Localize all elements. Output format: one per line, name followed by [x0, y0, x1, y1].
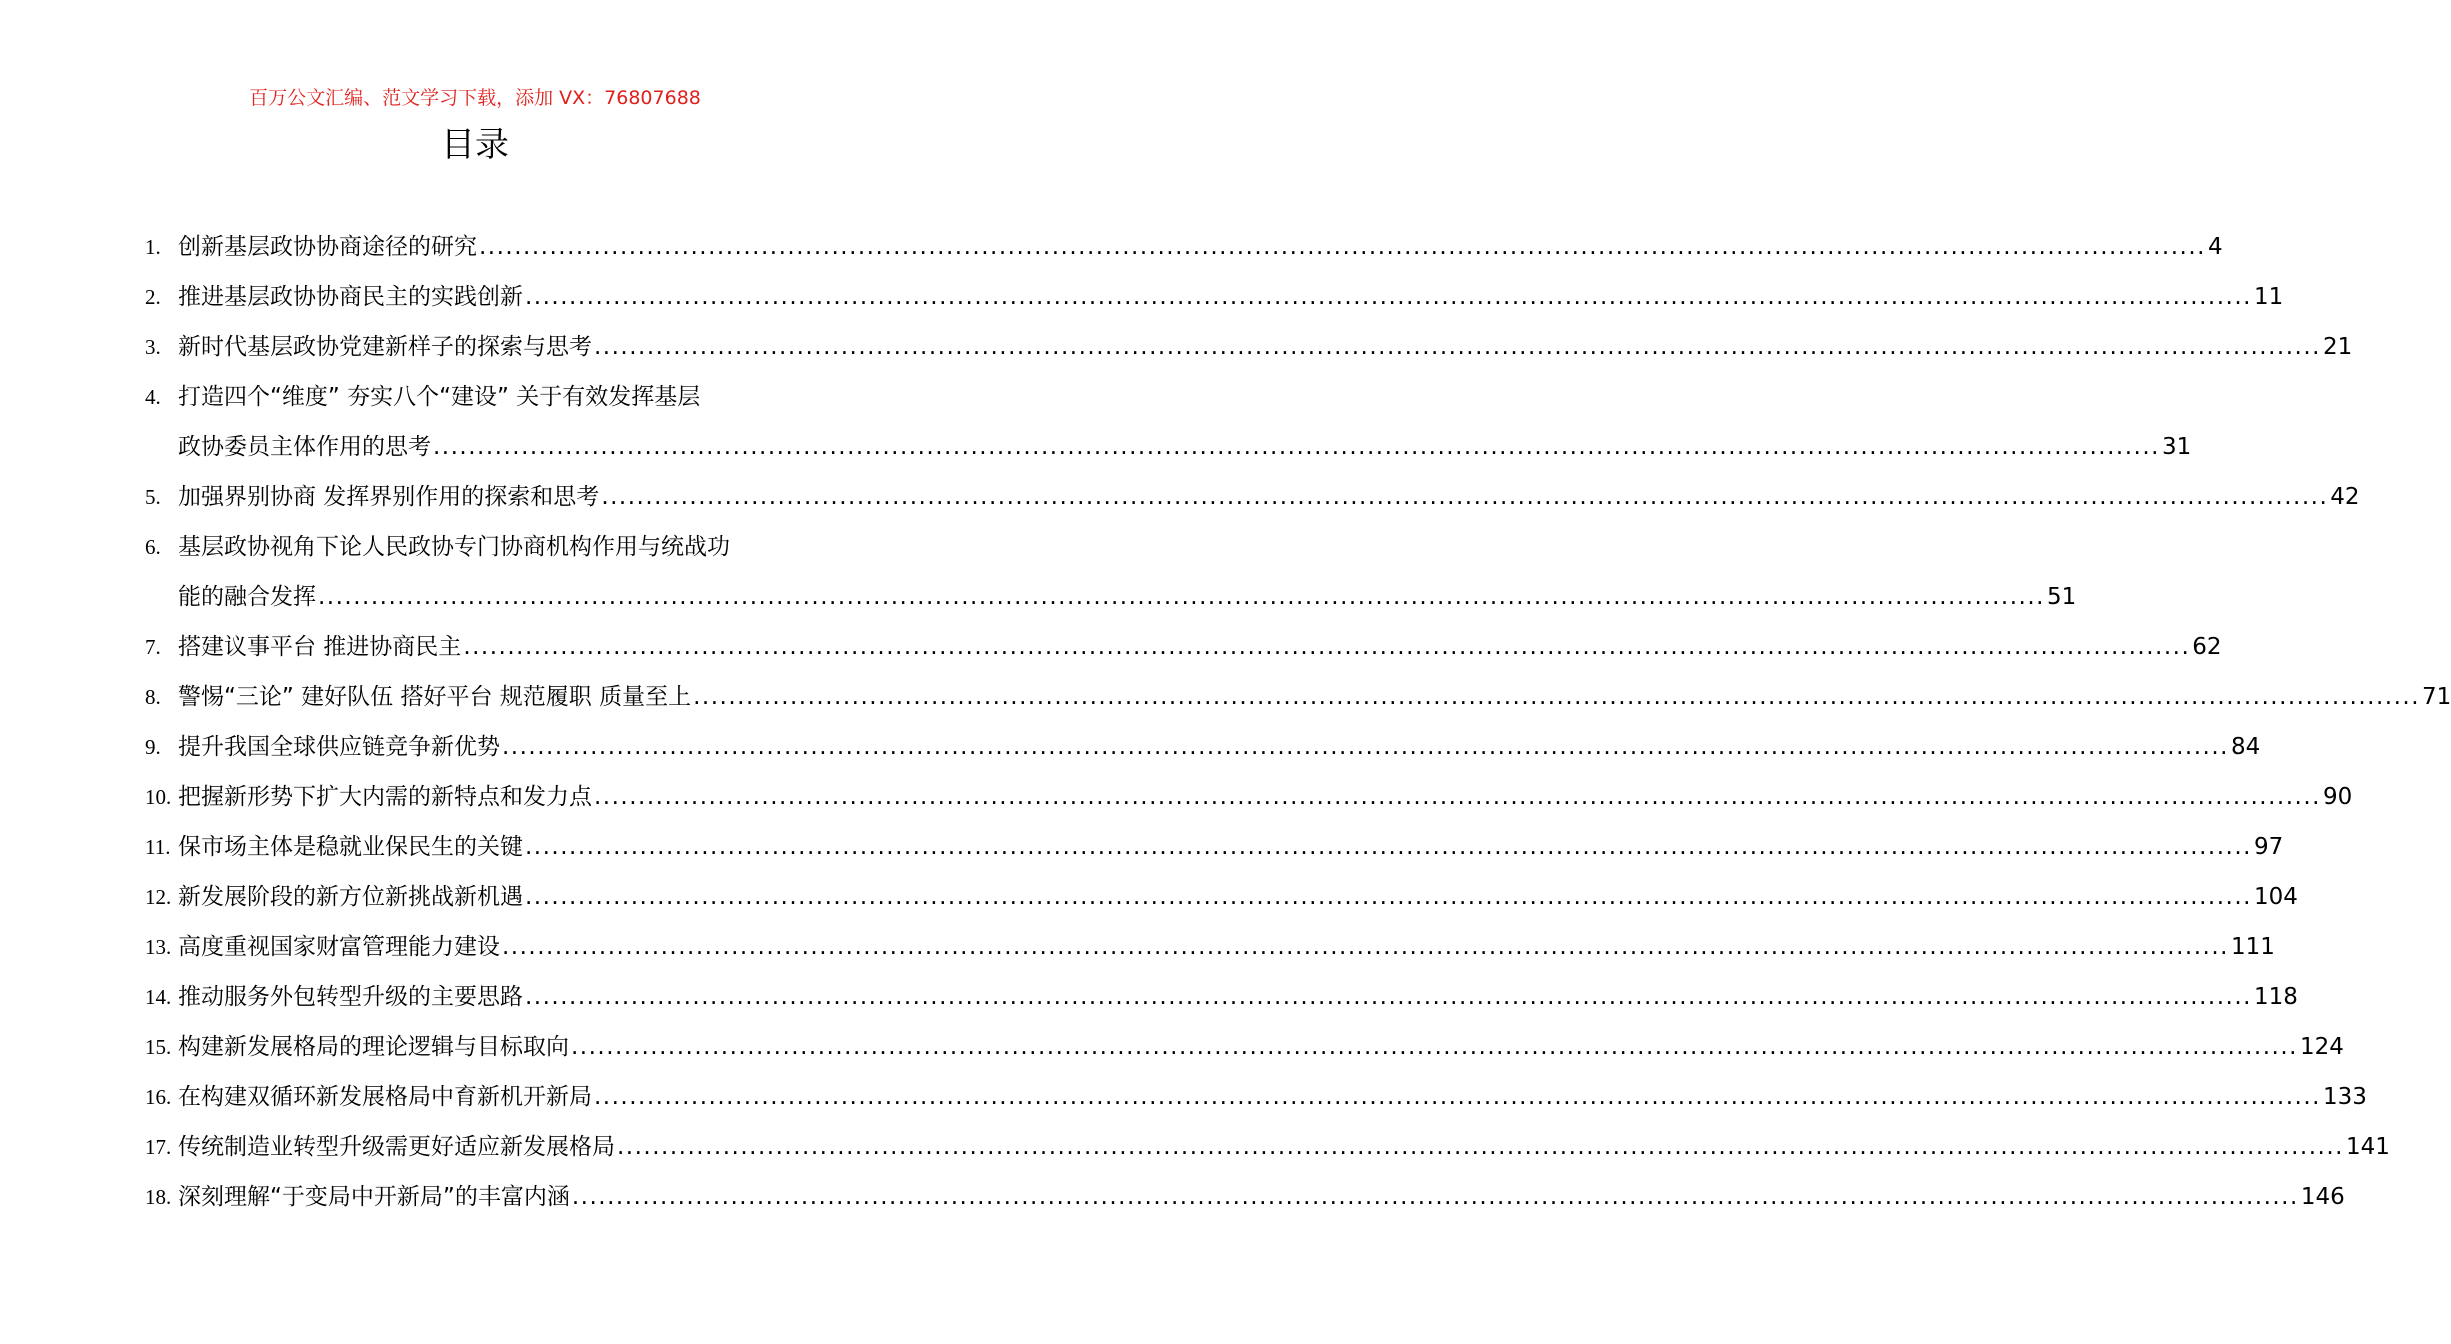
toc-entry-title: 打造四个“维度” 夯实八个“建设” 关于有效发挥基层 — [178, 384, 701, 410]
toc-dot-leader — [525, 872, 2252, 922]
toc-entry-page: 97 — [2253, 834, 2284, 860]
toc-entry-page: 141 — [2345, 1134, 2390, 1160]
toc-entry-number: 10. — [145, 785, 172, 809]
toc-entry-page: 104 — [2253, 884, 2298, 910]
toc-entry-page: 21 — [2322, 334, 2353, 360]
toc-entry[interactable] — [145, 772, 2353, 822]
toc-dot-leader — [463, 622, 2190, 672]
toc-entry-title: 政协委员主体作用的思考 — [178, 434, 431, 460]
toc-dot-leader — [693, 672, 2420, 722]
toc-entry[interactable] — [145, 672, 2451, 722]
toc-dot-leader — [318, 572, 2045, 622]
toc-dot-leader — [525, 272, 2252, 322]
toc-entry-page: 124 — [2299, 1034, 2344, 1060]
toc-entry[interactable] — [145, 1122, 2390, 1172]
toc-entry-page: 146 — [2300, 1184, 2345, 1210]
toc-entry-page: 11 — [2253, 284, 2284, 310]
toc-entry-number: 15. — [145, 1035, 172, 1059]
toc-entry-title: 把握新形势下扩大内需的新特点和发力点 — [178, 784, 592, 810]
toc-entry[interactable] — [145, 1022, 2344, 1072]
toc-dot-leader — [601, 472, 2328, 522]
toc-dot-leader — [502, 922, 2229, 972]
toc-dot-leader — [594, 772, 2321, 822]
toc-entry[interactable] — [145, 822, 2284, 872]
toc-entry[interactable] — [145, 622, 2222, 672]
toc-entry-number: 13. — [145, 935, 172, 959]
toc-entry-page: 4 — [2207, 234, 2223, 260]
toc-entry-title: 构建新发展格局的理论逻辑与目标取向 — [178, 1034, 569, 1060]
toc-entry-title: 推进基层政协协商民主的实践创新 — [178, 284, 523, 310]
toc-entry[interactable] — [145, 422, 2192, 472]
toc-entry[interactable] — [145, 972, 2298, 1022]
toc-entry[interactable] — [145, 272, 2284, 322]
toc-entry-title: 新时代基层政协党建新样子的探索与思考 — [178, 334, 592, 360]
toc-entry-title: 创新基层政协协商途径的研究 — [178, 234, 477, 260]
page-title: 目录 — [441, 125, 509, 165]
toc-entry-page: 111 — [2230, 934, 2275, 960]
toc-entry-number: 17. — [145, 1135, 172, 1159]
toc-entry-page: 133 — [2322, 1084, 2367, 1110]
toc-entry-title: 保市场主体是稳就业保民生的关键 — [178, 834, 523, 860]
toc-entry-title: 推动服务外包转型升级的主要思路 — [178, 984, 523, 1010]
toc-entry-title: 提升我国全球供应链竞争新优势 — [178, 734, 500, 760]
toc-entry[interactable] — [145, 522, 805, 572]
toc-entry-number: 8. — [145, 685, 161, 709]
toc-entry[interactable] — [145, 572, 2077, 622]
toc-dot-leader — [572, 1172, 2299, 1222]
toc-entry[interactable] — [145, 872, 2298, 922]
toc-entry-page: 71 — [2422, 684, 2451, 710]
toc-entry-number: 14. — [145, 985, 172, 1009]
toc-dot-leader — [594, 322, 2321, 372]
toc-entry-number: 2. — [145, 285, 161, 309]
toc-dot-leader — [525, 972, 2252, 1022]
toc-entry-number: 11. — [145, 835, 171, 859]
toc-entry[interactable] — [145, 922, 2275, 972]
toc-entry[interactable] — [145, 1072, 2367, 1122]
toc-entry-number: 9. — [145, 735, 161, 759]
toc-entry-title: 警惕“三论” 建好队伍 搭好平台 规范履职 质量至上 — [178, 684, 692, 710]
toc-entry[interactable] — [145, 372, 805, 422]
toc-entry[interactable] — [145, 1172, 2345, 1222]
toc-entry-title: 搭建议事平台 推进协商民主 — [178, 634, 462, 660]
toc-entry-page: 51 — [2046, 584, 2077, 610]
toc-dot-leader — [594, 1072, 2321, 1122]
toc-entry-number: 3. — [145, 335, 161, 359]
toc-entry-number: 18. — [145, 1185, 172, 1209]
toc-entry-number: 7. — [145, 635, 161, 659]
toc-dot-leader — [479, 222, 2206, 272]
toc-entry-page: 90 — [2322, 784, 2353, 810]
toc-dot-leader — [617, 1122, 2344, 1172]
toc-dot-leader — [525, 822, 2252, 872]
toc-entry-title: 深刻理解“于变局中开新局”的丰富内涵 — [178, 1184, 570, 1210]
toc-entry-title: 在构建双循环新发展格局中育新机开新局 — [178, 1084, 592, 1110]
toc-entry[interactable] — [145, 722, 2261, 772]
toc-entry-title: 高度重视国家财富管理能力建设 — [178, 934, 500, 960]
table-of-contents — [145, 222, 2451, 1222]
toc-entry-number: 12. — [145, 885, 172, 909]
toc-entry-page: 84 — [2230, 734, 2261, 760]
toc-entry-number: 16. — [145, 1085, 172, 1109]
toc-entry[interactable] — [145, 222, 2223, 272]
toc-entry-page: 31 — [2161, 434, 2192, 460]
toc-entry-title: 基层政协视角下论人民政协专门协商机构作用与统战功 — [178, 534, 730, 560]
toc-entry-page: 62 — [2192, 634, 2222, 660]
toc-entry-title: 传统制造业转型升级需更好适应新发展格局 — [178, 1134, 615, 1160]
toc-entry-title: 新发展阶段的新方位新挑战新机遇 — [178, 884, 523, 910]
download-notice: 百万公文汇编、范文学习下载，添加 VX：76807688 — [249, 87, 701, 109]
toc-entry-page: 42 — [2330, 484, 2360, 510]
toc-entry-title: 加强界别协商 发挥界别作用的探索和思考 — [178, 484, 600, 510]
toc-entry-number: 1. — [145, 235, 161, 259]
toc-entry-number: 5. — [145, 485, 161, 509]
toc-entry[interactable] — [145, 472, 2360, 522]
toc-dot-leader — [571, 1022, 2298, 1072]
toc-dot-leader — [433, 422, 2160, 472]
toc-entry-number: 6. — [145, 535, 161, 559]
toc-dot-leader — [502, 722, 2229, 772]
toc-entry-page: 118 — [2253, 984, 2298, 1010]
toc-entry-title: 能的融合发挥 — [178, 584, 316, 610]
toc-entry[interactable] — [145, 322, 2353, 372]
toc-entry-number: 4. — [145, 385, 161, 409]
